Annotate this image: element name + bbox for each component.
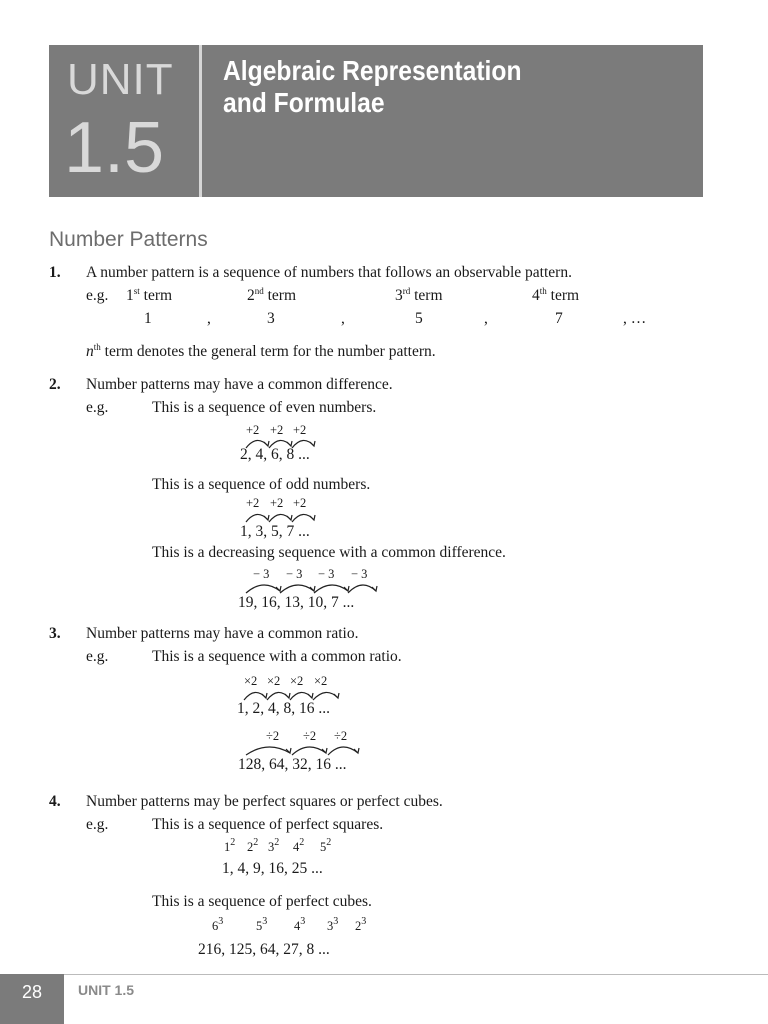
term-value: 1 [144, 310, 152, 327]
nth-term-note: $n^{th}$ term denotes the general term for the number pattern. [86, 342, 436, 360]
item-text: Number patterns may be perfect squares or perfect cubes. [86, 793, 443, 810]
step-label: ×2 [290, 674, 304, 688]
item-text: Number patterns may have a common ratio. [86, 625, 359, 642]
sequence: 1, 4, 9, 16, 25 ... [222, 860, 323, 877]
eg-label: e.g. [86, 287, 109, 304]
eg-label: e.g. [86, 399, 109, 416]
sequence: 128, 64, 32, 16 ... [238, 756, 347, 773]
step-label: − 3 [318, 567, 335, 581]
step-label: ×2 [244, 674, 258, 688]
term-value: 5 [415, 310, 423, 327]
step-label: +2 [246, 423, 260, 437]
step-label: +2 [270, 496, 284, 510]
eg-label: e.g. [86, 816, 109, 833]
step-label: ÷2 [266, 729, 280, 743]
sequence: 216, 125, 64, 27, 8 ... [198, 941, 330, 958]
power-label: $4^3$ [294, 916, 306, 933]
item-number: 4. [49, 793, 61, 810]
item-number: 2. [49, 376, 61, 393]
step-label: +2 [293, 496, 307, 510]
step-label: ÷2 [303, 729, 317, 743]
eg-label: e.g. [86, 648, 109, 665]
term-label: 1st term [126, 286, 173, 304]
power-label: $2^2$ [247, 837, 259, 854]
example-description: This is a sequence with a common ratio. [152, 648, 402, 665]
power-label: $5^3$ [256, 916, 268, 933]
step-label: +2 [293, 423, 307, 437]
example-description: This is a decreasing sequence with a common difference. [152, 544, 506, 561]
step-label: − 3 [351, 567, 368, 581]
sequence: 1, 3, 5, 7 ... [240, 523, 310, 540]
example-description: This is a sequence of even numbers. [152, 399, 377, 416]
comma: , [207, 310, 211, 327]
step-label: − 3 [253, 567, 270, 581]
banner-divider [199, 45, 202, 197]
page-number: 28 [21, 982, 43, 1002]
item-number: 3. [49, 625, 61, 642]
item-text: A number pattern is a sequence of numbers that follows an observable pattern. [86, 264, 572, 281]
unit-banner [49, 45, 703, 197]
step-label: +2 [270, 423, 284, 437]
term-label: 3rd term [395, 286, 443, 304]
section-heading: Number Patterns [49, 228, 208, 251]
step-label: +2 [246, 496, 260, 510]
power-label: $3^3$ [327, 916, 339, 933]
example-description: This is a sequence of perfect squares. [152, 816, 384, 833]
term-label: 4th term [532, 286, 580, 304]
power-label: $4^2$ [293, 837, 305, 854]
term-value: 3 [267, 310, 275, 327]
example-description: This is a sequence of perfect cubes. [152, 893, 372, 910]
step-label: ÷2 [334, 729, 348, 743]
trailing-ellipsis: , … [623, 310, 647, 327]
footer-unit-label: UNIT 1.5 [78, 982, 135, 998]
item-number: 1. [49, 264, 61, 281]
step-label: − 3 [286, 567, 303, 581]
step-label: ×2 [314, 674, 328, 688]
unit-word: UNIT [67, 55, 174, 104]
power-label: $6^3$ [212, 916, 224, 933]
unit-title-line2: and Formulae [223, 87, 385, 118]
power-label: $5^2$ [320, 837, 332, 854]
power-label: $1^2$ [224, 837, 236, 854]
footer-rule [0, 974, 768, 975]
term-value: 7 [555, 310, 563, 327]
step-label: ×2 [267, 674, 281, 688]
item-text: Number patterns may have a common difference. [86, 376, 393, 393]
unit-title [223, 55, 521, 119]
power-label: $3^2$ [268, 837, 280, 854]
example-description: This is a sequence of odd numbers. [152, 476, 371, 493]
sequence: 1, 2, 4, 8, 16 ... [237, 700, 330, 717]
term-label: 2nd term [247, 286, 297, 304]
comma: , [484, 310, 488, 327]
sequence: 2, 4, 6, 8 ... [240, 446, 310, 463]
unit-number: 1.5 [64, 108, 165, 188]
unit-title-line1: Algebraic Representation [223, 55, 522, 86]
power-label: $2^3$ [355, 916, 367, 933]
comma: , [341, 310, 345, 327]
sequence: 19, 16, 13, 10, 7 ... [238, 594, 355, 611]
